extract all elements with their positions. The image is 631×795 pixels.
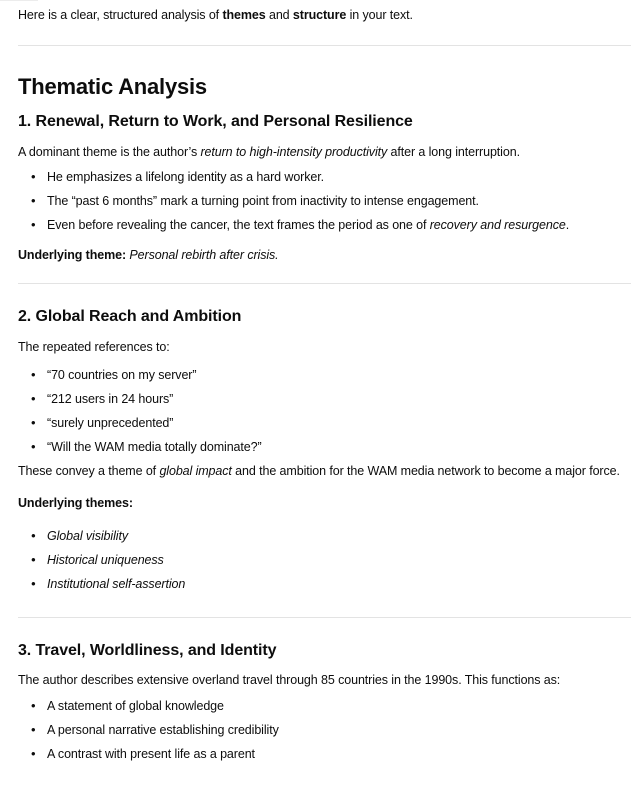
underlying-theme-label: Underlying theme:	[18, 248, 130, 262]
bullet-italic-phrase: recovery and resurgence	[429, 218, 566, 232]
list-item: • A contrast with present life as a parent	[31, 742, 621, 766]
divider	[18, 45, 631, 46]
list-item: • “70 countries on my server”	[31, 363, 621, 387]
intro-paragraph: Here is a clear, structured analysis of themes and structure in your text.	[18, 8, 413, 22]
list-item: • “212 users in 24 hours”	[31, 387, 621, 411]
divider	[18, 283, 631, 284]
list-item: • Global visibility	[31, 524, 621, 548]
section-2-underlying-themes-label: Underlying themes:	[18, 496, 133, 510]
list-item: • “Will the WAM media totally dominate?”	[31, 435, 621, 459]
intro-bold-themes: themes	[222, 8, 266, 22]
list-item: • Historical uniqueness	[31, 548, 621, 572]
section-3-bullet-list	[18, 694, 621, 766]
section-2-lead: The repeated references to:	[18, 340, 170, 354]
divider	[18, 617, 631, 618]
underlying-theme-value: Personal rebirth after crisis.	[129, 248, 279, 262]
section-2-theme-list	[18, 524, 621, 596]
section-3-lead: The author describes extensive overland travel through 85 countries in the 1990s. This functions as:	[18, 673, 561, 687]
intro-text: Here is a clear, structured analysis of	[18, 8, 223, 22]
section-1-lead-italic: return to high-intensity productivity	[200, 145, 388, 159]
section-1-underlying-theme	[18, 243, 621, 267]
list-item: • A personal narrative establishing credibility	[31, 718, 621, 742]
section-2-quote-list	[18, 363, 621, 459]
section-2-convey-paragraph: These convey a theme of global impact and the ambition for the WAM media network to become a major force.	[18, 464, 620, 478]
section-1-bullet-list	[18, 165, 621, 237]
list-item: • He emphasizes a lifelong identity as a hard worker.	[31, 165, 621, 189]
section-2-heading: 2. Global Reach and Ambition	[18, 308, 242, 325]
section-1-heading: 1. Renewal, Return to Work, and Personal Resilience	[18, 113, 413, 130]
section-1-lead: A dominant theme is the author’s return to high-intensity productivity after a long interruption.	[18, 145, 520, 159]
top-edge-divider-remnant	[0, 0, 38, 1]
list-item: • Institutional self-assertion	[31, 572, 621, 596]
list-item: • “surely unprecedented”	[31, 411, 621, 435]
section-3-heading: 3. Travel, Worldliness, and Identity	[18, 642, 277, 659]
list-item: • A statement of global knowledge	[31, 694, 621, 718]
convey-italic-phrase: global impact	[159, 464, 232, 478]
intro-bold-structure: structure	[292, 8, 347, 22]
list-item: • Even before revealing the cancer, the text frames the period as one of recovery and resurgence.	[31, 213, 621, 237]
list-item: • The “past 6 months” mark a turning point from inactivity to intense engagement.	[31, 189, 621, 213]
page-title: Thematic Analysis	[18, 74, 207, 99]
